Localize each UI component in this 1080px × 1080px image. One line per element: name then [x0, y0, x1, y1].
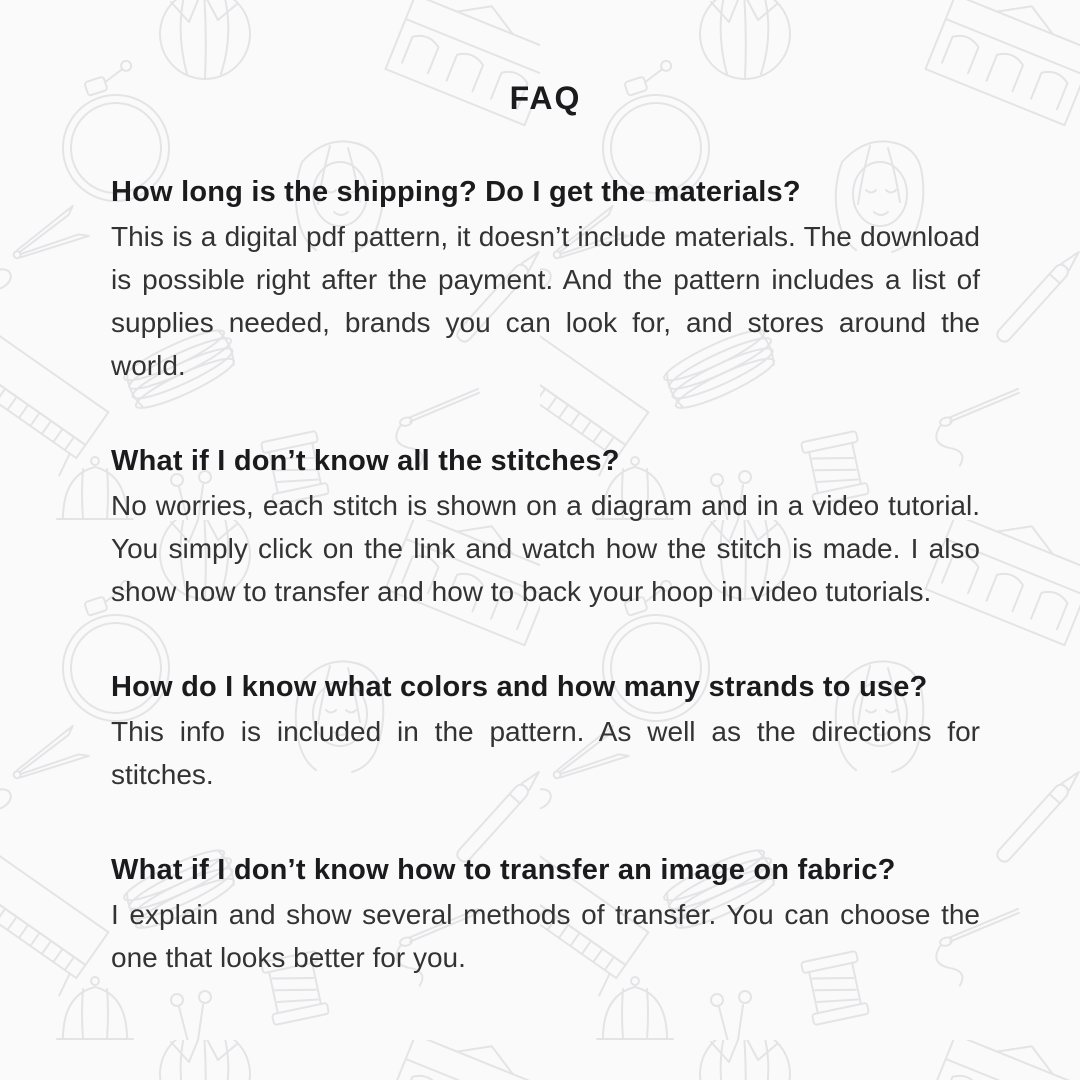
- faq-answer: I explain and show several methods of transfer. You can choose the one that looks better for you.: [111, 899, 980, 973]
- faq-item-transfer: [111, 848, 980, 979]
- faq-answer: This info is included in the pattern. As well as the directions for stitches.: [111, 716, 980, 790]
- page-title: FAQ: [509, 80, 582, 116]
- faq-answer: No worries, each stitch is shown on a diagram and in a video tutorial. You simply click on the link and watch how the stitch is made. I also show how to transfer and how to back your hoop in video tutorials.: [111, 490, 980, 607]
- faq-question: What if I don’t know all the stitches?: [111, 445, 620, 477]
- faq-item-shipping: [111, 170, 980, 387]
- faq-item-colors-strands: [111, 665, 980, 796]
- faq-content: [111, 0, 980, 1031]
- faq-item-stitches: [111, 439, 980, 613]
- faq-answer: This is a digital pdf pattern, it doesn’t include materials. The download is possible right after the payment. And the pattern includes a list of supplies needed, brands you can look for, and stores around the world.: [111, 221, 980, 381]
- faq-question: How long is the shipping? Do I get the materials?: [111, 176, 801, 208]
- faq-question: How do I know what colors and how many strands to use?: [111, 671, 928, 703]
- faq-question: What if I don’t know how to transfer an image on fabric?: [111, 854, 896, 886]
